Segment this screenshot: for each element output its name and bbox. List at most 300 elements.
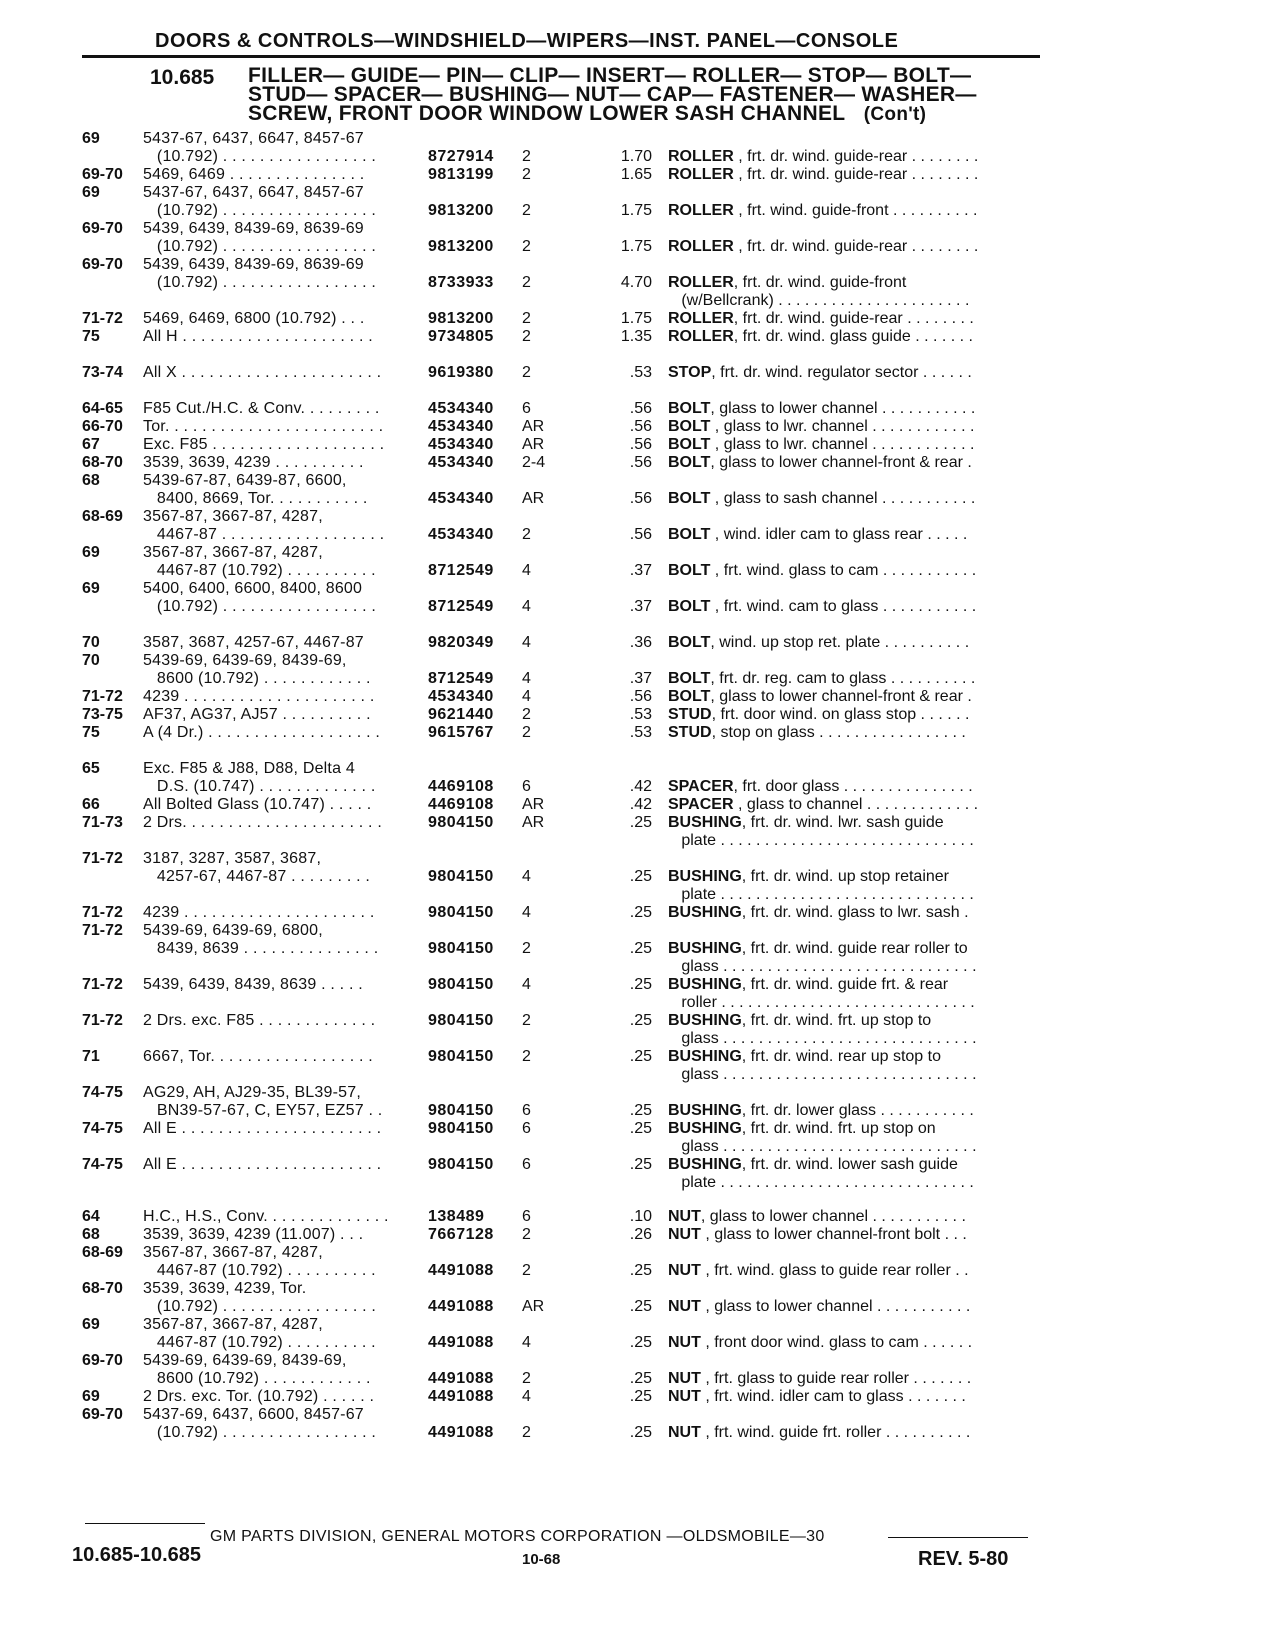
part-description: roller . . . . . . . . . . . . . . . . . . . . . . . . . . . . .	[668, 994, 975, 1011]
part-description: plate . . . . . . . . . . . . . . . . . . . . . . . . . . . . .	[668, 886, 974, 903]
part-number-cell: 8733933	[428, 274, 494, 291]
price-cell: .25	[629, 1102, 652, 1119]
quantity-cell: 2	[522, 724, 531, 741]
description-cell	[668, 706, 969, 724]
part-description: , frt. wind. glass to guide rear roller . .	[700, 1262, 969, 1279]
model-cell: 3539, 3639, 4239, Tor.	[143, 1280, 307, 1297]
year-cell: 74-75	[82, 1120, 123, 1137]
model-cell: 4467-87 (10.792) . . . . . . . . . .	[143, 1334, 376, 1351]
year-cell: 74-75	[82, 1084, 123, 1101]
quantity-cell: 2	[522, 148, 531, 165]
part-description: , frt. dr. wind. guide-rear . . . . . . . .	[733, 310, 974, 327]
part-number-cell: 4534340	[428, 418, 494, 435]
description-cell	[668, 436, 974, 454]
part-number-cell: 4534340	[428, 688, 494, 705]
part-description: , frt. dr. wind. guide-rear . . . . . . . .	[733, 166, 979, 183]
part-description: , frt. dr. wind. frt. up stop to	[741, 1012, 932, 1029]
year-cell: 65	[82, 760, 100, 777]
price-cell: .56	[629, 490, 652, 507]
description-cell	[668, 1012, 931, 1030]
model-cell: 4467-87 (10.792) . . . . . . . . . .	[143, 1262, 376, 1279]
price-cell: .25	[629, 1012, 652, 1029]
description-cell	[668, 1066, 977, 1084]
year-cell: 68-69	[82, 1244, 123, 1261]
description-cell	[668, 1334, 972, 1352]
year-cell: 68-70	[82, 454, 123, 471]
price-cell: 1.75	[620, 310, 652, 327]
model-cell: Tor. . . . . . . . . . . . . . . . . . . . . . . .	[143, 418, 384, 435]
year-cell: 69-70	[82, 1406, 123, 1423]
price-cell: .56	[629, 454, 652, 471]
part-description: , frt. dr. wind. lwr. sash guide	[741, 814, 944, 831]
part-description: , frt. dr. wind. glass to lwr. sash .	[741, 904, 969, 921]
part-name: ROLLER	[668, 328, 734, 345]
quantity-cell: 6	[522, 1102, 531, 1119]
year-cell: 69	[82, 544, 100, 561]
description-cell	[668, 148, 978, 166]
section-title-text: SCREW, FRONT DOOR WINDOW LOWER SASH CHANNEL	[248, 102, 846, 125]
part-name: STUD	[668, 706, 712, 723]
description-cell	[668, 1174, 974, 1192]
part-number-cell: 9615767	[428, 724, 494, 741]
year-cell: 69	[82, 1316, 100, 1333]
description-cell	[668, 454, 972, 472]
description-cell	[668, 1048, 941, 1066]
quantity-cell: 2	[522, 364, 531, 381]
model-cell: (10.792) . . . . . . . . . . . . . . . . .	[143, 202, 377, 219]
part-name: BUSHING	[668, 868, 742, 885]
part-number-cell: 8712549	[428, 598, 494, 615]
model-cell: 3567-87, 3667-87, 4287,	[143, 1244, 323, 1261]
year-cell: 64-65	[82, 400, 123, 417]
year-cell: 71-72	[82, 688, 123, 705]
model-cell: All H . . . . . . . . . . . . . . . . . . . . .	[143, 328, 373, 345]
section-title-line	[248, 104, 1018, 124]
part-name: NUT	[668, 1424, 701, 1441]
year-cell: 69-70	[82, 256, 123, 273]
year-cell: 71-73	[82, 814, 123, 831]
year-cell: 69	[82, 1388, 100, 1405]
year-cell: 66	[82, 796, 100, 813]
quantity-cell: 4	[522, 976, 531, 993]
description-cell	[668, 724, 966, 742]
quantity-cell: 2	[522, 940, 531, 957]
year-cell: 69-70	[82, 1352, 123, 1369]
part-number-cell: 4491088	[428, 1370, 494, 1387]
part-number-cell: 9804150	[428, 940, 494, 957]
model-cell: 4467-87 (10.792) . . . . . . . . . .	[143, 562, 376, 579]
price-cell: .26	[629, 1226, 652, 1243]
description-cell	[668, 1138, 977, 1156]
description-cell	[668, 1102, 974, 1120]
part-number-cell: 9804150	[428, 904, 494, 921]
description-cell	[668, 1030, 977, 1048]
part-name: BUSHING	[668, 1102, 742, 1119]
part-name: NUT	[668, 1334, 701, 1351]
part-name: BOLT	[668, 598, 711, 615]
part-description: , frt. wind. idler cam to glass . . . . . . .	[700, 1388, 966, 1405]
part-number-cell: 9804150	[428, 976, 494, 993]
model-cell: 5437-67, 6437, 6647, 8457-67	[143, 130, 364, 147]
price-cell: 1.70	[620, 148, 652, 165]
footer-page-number: 10-68	[522, 1551, 561, 1568]
part-number-cell: 9813200	[428, 238, 494, 255]
price-cell: .56	[629, 436, 652, 453]
model-cell: 2 Drs. exc. Tor. (10.792) . . . . . .	[143, 1388, 375, 1405]
price-cell: .56	[629, 400, 652, 417]
price-cell: .37	[629, 598, 652, 615]
part-name: BUSHING	[668, 1120, 742, 1137]
quantity-cell: 4	[522, 1334, 531, 1351]
part-number-cell: 4491088	[428, 1298, 494, 1315]
description-cell	[668, 886, 974, 904]
model-cell: 4257-67, 4467-87 . . . . . . . . .	[143, 868, 371, 885]
description-cell	[668, 202, 977, 220]
footer-revision: REV. 5-80	[918, 1548, 1009, 1570]
quantity-cell: 2	[522, 1424, 531, 1441]
part-name: STOP	[668, 364, 712, 381]
part-name: SPACER	[668, 778, 734, 795]
part-name: NUT	[668, 1208, 701, 1225]
quantity-cell: 2	[522, 166, 531, 183]
description-cell	[668, 940, 968, 958]
model-cell: 8439, 8639 . . . . . . . . . . . . . . .	[143, 940, 379, 957]
part-number-cell: 4534340	[428, 400, 494, 417]
part-name: BUSHING	[668, 1012, 742, 1029]
year-cell: 71-72	[82, 922, 123, 939]
part-description: glass . . . . . . . . . . . . . . . . . . . . . . . . . . . . .	[668, 1066, 977, 1083]
year-cell: 71-72	[82, 850, 123, 867]
year-cell: 73-74	[82, 364, 123, 381]
year-cell: 71-72	[82, 904, 123, 921]
description-cell	[668, 418, 974, 436]
model-cell: 2 Drs. . . . . . . . . . . . . . . . . . . . . .	[143, 814, 382, 831]
part-description: , frt. wind. guide-front . . . . . . . . . .	[733, 202, 978, 219]
quantity-cell: 2	[522, 310, 531, 327]
part-description: , frt. dr. wind. guide rear roller to	[741, 940, 968, 957]
model-cell: 8600 (10.792) . . . . . . . . . . . .	[143, 670, 371, 687]
price-cell: .37	[629, 670, 652, 687]
description-cell	[668, 562, 976, 580]
price-cell: 1.75	[620, 238, 652, 255]
model-cell: 8400, 8669, Tor. . . . . . . . . . .	[143, 490, 368, 507]
part-number-cell: 9813199	[428, 166, 494, 183]
part-number-cell: 4534340	[428, 490, 494, 507]
part-name: ROLLER	[668, 238, 734, 255]
price-cell: .53	[629, 724, 652, 741]
year-cell: 69-70	[82, 220, 123, 237]
description-cell	[668, 238, 978, 256]
part-number-cell: 4469108	[428, 778, 494, 795]
quantity-cell: AR	[522, 490, 545, 507]
part-description: , stop on glass . . . . . . . . . . . . . . . . .	[711, 724, 966, 741]
model-cell: 5469, 6469 . . . . . . . . . . . . . . .	[143, 166, 365, 183]
description-cell	[668, 832, 974, 850]
quantity-cell: 2	[522, 1012, 531, 1029]
part-description: glass . . . . . . . . . . . . . . . . . . . . . . . . . . . . .	[668, 1138, 977, 1155]
model-cell: 5439, 6439, 8439-69, 8639-69	[143, 256, 364, 273]
description-cell	[668, 634, 969, 652]
quantity-cell: 2	[522, 1262, 531, 1279]
part-number-cell: 9820349	[428, 634, 494, 651]
quantity-cell: 6	[522, 1156, 531, 1173]
part-description: , glass to lower channel-front & rear .	[710, 454, 972, 471]
part-name: NUT	[668, 1298, 701, 1315]
description-cell	[668, 598, 976, 616]
description-cell	[668, 1120, 936, 1138]
quantity-cell: AR	[522, 436, 545, 453]
section-number: 10.685	[150, 66, 215, 89]
model-cell: F85 Cut./H.C. & Conv. . . . . . . . .	[143, 400, 380, 417]
price-cell: .42	[629, 796, 652, 813]
quantity-cell: 2	[522, 1048, 531, 1065]
page-header-title: DOORS & CONTROLS—WINDSHIELD—WIPERS—INST. PANEL—CONSOLE	[155, 30, 899, 52]
model-cell: All X . . . . . . . . . . . . . . . . . . . . . .	[143, 364, 382, 381]
year-cell: 68-69	[82, 508, 123, 525]
part-description: , frt. dr. wind. up stop retainer	[741, 868, 949, 885]
price-cell: .10	[629, 1208, 652, 1225]
quantity-cell: 2	[522, 238, 531, 255]
section-title-line: FILLER— GUIDE— PIN— CLIP— INSERT— ROLLER— STOP— BOLT—	[248, 64, 972, 87]
part-number-cell: 8712549	[428, 562, 494, 579]
part-name: BUSHING	[668, 814, 742, 831]
price-cell: .25	[629, 976, 652, 993]
quantity-cell: 2	[522, 526, 531, 543]
part-description: , frt. dr. wind. guide-rear . . . . . . . .	[733, 148, 979, 165]
model-cell: 3539, 3639, 4239 (11.007) . . .	[143, 1226, 364, 1243]
year-cell: 68-70	[82, 1280, 123, 1297]
part-description: plate . . . . . . . . . . . . . . . . . . . . . . . . . . . . .	[668, 832, 974, 849]
year-cell: 68	[82, 1226, 100, 1243]
part-number-cell: 9621440	[428, 706, 494, 723]
price-cell: .56	[629, 418, 652, 435]
model-cell: 3567-87, 3667-87, 4287,	[143, 508, 323, 525]
part-number-cell: 4534340	[428, 454, 494, 471]
part-name: BOLT	[668, 418, 711, 435]
description-cell	[668, 1208, 966, 1226]
price-cell: .25	[629, 1388, 652, 1405]
description-cell	[668, 166, 978, 184]
quantity-cell: 6	[522, 1208, 531, 1225]
model-cell: 5437-69, 6437, 6600, 8457-67	[143, 1406, 364, 1423]
part-name: BUSHING	[668, 1048, 742, 1065]
description-cell	[668, 1156, 958, 1174]
price-cell: .25	[629, 1156, 652, 1173]
part-name: BOLT	[668, 436, 711, 453]
part-number-cell: 8712549	[428, 670, 494, 687]
year-cell: 75	[82, 328, 100, 345]
price-cell: .25	[629, 904, 652, 921]
model-cell: 3587, 3687, 4257-67, 4467-87	[143, 634, 364, 651]
part-description: glass . . . . . . . . . . . . . . . . . . . . . . . . . . . . .	[668, 958, 977, 975]
model-cell: (10.792) . . . . . . . . . . . . . . . . .	[143, 274, 377, 291]
part-name: BOLT	[668, 400, 711, 417]
part-description: glass . . . . . . . . . . . . . . . . . . . . . . . . . . . . .	[668, 1030, 977, 1047]
price-cell: 1.75	[620, 202, 652, 219]
price-cell: .36	[629, 634, 652, 651]
part-number-cell: 9804150	[428, 814, 494, 831]
part-number-cell: 9804150	[428, 1102, 494, 1119]
year-cell: 69	[82, 580, 100, 597]
model-cell: 3187, 3287, 3587, 3687,	[143, 850, 322, 867]
part-description: (w/Bellcrank) . . . . . . . . . . . . . . . . . . . . . .	[668, 292, 970, 309]
part-name: BOLT	[668, 526, 711, 543]
footer-division: GM PARTS DIVISION, GENERAL MOTORS CORPORATION —OLDSMOBILE—30	[210, 1528, 825, 1545]
price-cell: .53	[629, 364, 652, 381]
part-description: , frt. dr. lower glass . . . . . . . . . . .	[741, 1102, 974, 1119]
model-cell: BN39-57-67, C, EY57, EZ57 . .	[143, 1102, 383, 1119]
quantity-cell: 4	[522, 598, 531, 615]
price-cell: 1.65	[620, 166, 652, 183]
model-cell: 6667, Tor. . . . . . . . . . . . . . . . . .	[143, 1048, 373, 1065]
description-cell	[668, 364, 972, 382]
quantity-cell: 2	[522, 706, 531, 723]
part-name: BOLT	[668, 454, 711, 471]
footer-section-range: 10.685-10.685	[72, 1544, 202, 1566]
model-cell: (10.792) . . . . . . . . . . . . . . . . .	[143, 598, 377, 615]
footer-rule-left	[85, 1523, 205, 1524]
part-description: , frt. wind. glass to cam . . . . . . . . . . .	[710, 562, 977, 579]
description-cell	[668, 796, 978, 814]
year-cell: 71-72	[82, 976, 123, 993]
model-cell: 5469, 6469, 6800 (10.792) . . .	[143, 310, 365, 327]
part-description: , wind. idler cam to glass rear . . . . .	[710, 526, 968, 543]
part-description: , frt. dr. wind. guide-rear . . . . . . . .	[733, 238, 979, 255]
year-cell: 66-70	[82, 418, 123, 435]
part-number-cell: 4469108	[428, 796, 494, 813]
quantity-cell: 4	[522, 562, 531, 579]
model-cell: (10.792) . . . . . . . . . . . . . . . . .	[143, 238, 377, 255]
part-name: NUT	[668, 1226, 701, 1243]
quantity-cell: 2	[522, 1370, 531, 1387]
quantity-cell: 6	[522, 1120, 531, 1137]
part-description: , frt. dr. wind. guide-front	[733, 274, 907, 291]
model-cell: 8600 (10.792) . . . . . . . . . . . .	[143, 1370, 371, 1387]
quantity-cell: AR	[522, 814, 545, 831]
part-description: , frt. dr. wind. regulator sector . . . . . .	[711, 364, 972, 381]
part-name: NUT	[668, 1388, 701, 1405]
description-cell	[668, 1226, 967, 1244]
model-cell: 5439-67-87, 6439-87, 6600,	[143, 472, 347, 489]
quantity-cell: AR	[522, 796, 545, 813]
model-cell: 5439-69, 6439-69, 8439-69,	[143, 652, 347, 669]
price-cell: .25	[629, 1262, 652, 1279]
description-cell	[668, 400, 975, 418]
model-cell: 5439-69, 6439-69, 8439-69,	[143, 1352, 347, 1369]
price-cell: .25	[629, 1120, 652, 1137]
part-name: BUSHING	[668, 976, 742, 993]
price-cell: .25	[629, 1334, 652, 1351]
part-number-cell: 7667128	[428, 1226, 494, 1243]
price-cell: .37	[629, 562, 652, 579]
description-cell	[668, 868, 949, 886]
quantity-cell: 4	[522, 1388, 531, 1405]
description-cell	[668, 274, 906, 292]
part-description: , frt. dr. wind. frt. up stop on	[741, 1120, 936, 1137]
year-cell: 74-75	[82, 1156, 123, 1173]
price-cell: .56	[629, 688, 652, 705]
description-cell	[668, 904, 969, 922]
price-cell: .25	[629, 1048, 652, 1065]
quantity-cell: 4	[522, 868, 531, 885]
quantity-cell: 6	[522, 778, 531, 795]
year-cell: 70	[82, 652, 100, 669]
footer-rule-right	[888, 1537, 1028, 1538]
model-cell: 4239 . . . . . . . . . . . . . . . . . . . . .	[143, 904, 375, 921]
model-cell: All Bolted Glass (10.747) . . . . .	[143, 796, 372, 813]
model-cell: 4467-87 . . . . . . . . . . . . . . . . . .	[143, 526, 385, 543]
price-cell: 1.35	[620, 328, 652, 345]
model-cell: 5400, 6400, 6600, 8400, 8600	[143, 580, 363, 597]
part-number-cell: 9804150	[428, 1012, 494, 1029]
description-cell	[668, 994, 975, 1012]
description-cell	[668, 670, 975, 688]
quantity-cell: 4	[522, 688, 531, 705]
year-cell: 64	[82, 1208, 100, 1225]
part-description: plate . . . . . . . . . . . . . . . . . . . . . . . . . . . . .	[668, 1174, 974, 1191]
description-cell	[668, 976, 948, 994]
price-cell: .25	[629, 1424, 652, 1441]
price-cell: .53	[629, 706, 652, 723]
part-name: SPACER	[668, 796, 734, 813]
part-name: BUSHING	[668, 1156, 742, 1173]
section-title-line: STUD— SPACER— BUSHING— NUT— CAP— FASTENER— WASHER—	[248, 83, 977, 106]
price-cell: .42	[629, 778, 652, 795]
description-cell	[668, 526, 967, 544]
model-cell: 5439-69, 6439-69, 6800,	[143, 922, 323, 939]
model-cell: Exc. F85 . . . . . . . . . . . . . . . . . . .	[143, 436, 385, 453]
part-description: , frt. dr. wind. guide frt. & rear	[741, 976, 949, 993]
part-name: BUSHING	[668, 904, 742, 921]
part-description: , glass to lwr. channel . . . . . . . . . . . .	[710, 418, 975, 435]
model-cell: 5439, 6439, 8439-69, 8639-69	[143, 220, 364, 237]
part-name: BOLT	[668, 688, 711, 705]
price-cell: .25	[629, 814, 652, 831]
part-description: , frt. dr. wind. glass guide . . . . . . .	[733, 328, 973, 345]
part-description: , glass to lower channel . . . . . . . . . . .	[710, 400, 976, 417]
model-cell: 4239 . . . . . . . . . . . . . . . . . . . . .	[143, 688, 375, 705]
part-number-cell: 4534340	[428, 526, 494, 543]
description-cell	[668, 778, 973, 796]
part-description: , glass to channel . . . . . . . . . . . . .	[733, 796, 979, 813]
part-number-cell: 9734805	[428, 328, 494, 345]
part-number-cell: 4534340	[428, 436, 494, 453]
model-cell: 2 Drs. exc. F85 . . . . . . . . . . . . .	[143, 1012, 376, 1029]
description-cell	[668, 310, 974, 328]
part-number-cell: 138489	[428, 1208, 485, 1225]
quantity-cell: 2	[522, 202, 531, 219]
part-name: ROLLER	[668, 274, 734, 291]
model-cell: (10.792) . . . . . . . . . . . . . . . . .	[143, 148, 377, 165]
part-name: BOLT	[668, 634, 711, 651]
year-cell: 69	[82, 130, 100, 147]
part-name: ROLLER	[668, 166, 734, 183]
part-number-cell: 9804150	[428, 1048, 494, 1065]
part-number-cell: 4491088	[428, 1262, 494, 1279]
section-title	[248, 66, 1018, 124]
model-cell: 3567-87, 3667-87, 4287,	[143, 544, 323, 561]
part-name: BUSHING	[668, 940, 742, 957]
part-description: , glass to sash channel . . . . . . . . . . .	[710, 490, 976, 507]
year-cell: 69	[82, 184, 100, 201]
part-name: ROLLER	[668, 148, 734, 165]
year-cell: 67	[82, 436, 100, 453]
quantity-cell: 6	[522, 400, 531, 417]
description-cell	[668, 328, 973, 346]
year-cell: 70	[82, 634, 100, 651]
model-cell: Exc. F85 & J88, D88, Delta 4	[143, 760, 355, 777]
model-cell: H.C., H.S., Conv. . . . . . . . . . . . . .	[143, 1208, 389, 1225]
